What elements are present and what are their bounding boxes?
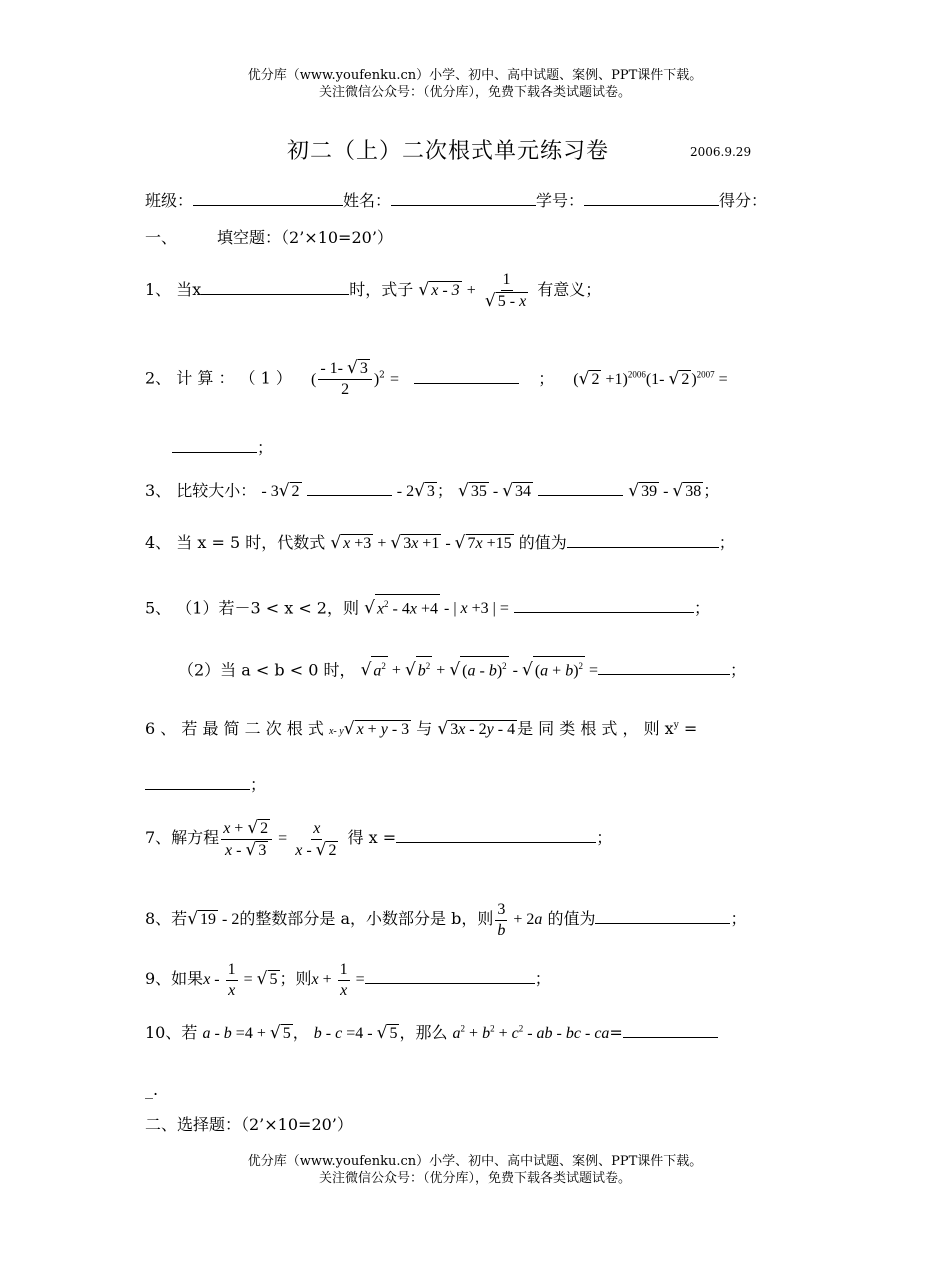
q5b-prefix: （2）当 a < b < 0 时， <box>178 660 356 680</box>
question-2-answer <box>172 435 273 458</box>
q5b-blank[interactable] <box>598 658 730 675</box>
question-10-end <box>145 1080 158 1099</box>
name-blank[interactable] <box>391 189 536 206</box>
q10-prefix: 10、若 <box>145 1023 198 1042</box>
q9-middle: ；则 <box>279 969 312 989</box>
q3-left-expr: - 3√ 2 <box>261 481 300 501</box>
q3-right-expr: - 2√ 3 <box>396 481 435 501</box>
q7-blank[interactable] <box>396 826 596 843</box>
name-label: 姓名： <box>343 191 392 210</box>
page-header <box>0 67 950 101</box>
q10-end: _. <box>145 1080 159 1099</box>
section-1-label: 填空题：（2’×10=20’） <box>217 228 393 247</box>
q4-prefix: 4、 当 x = 5 时，代数式 <box>145 533 326 552</box>
q3-right-expr-2: √ 39 - √ 38 <box>628 481 702 501</box>
question-4 <box>145 530 735 553</box>
q5a-blank[interactable] <box>514 596 694 613</box>
q8-end: ； <box>730 909 747 929</box>
question-5-part-2 <box>178 656 746 680</box>
class-blank[interactable] <box>193 189 343 206</box>
question-6 <box>145 716 697 739</box>
q2-formula-2: (√ 2 +1)$^{2006}$(1- √ 2 )$^{2007}$ = <box>573 368 728 389</box>
q1-prefix: 1、 当x <box>145 280 202 299</box>
q3-blank-1[interactable] <box>307 479 392 496</box>
q4-blank[interactable] <box>567 531 719 548</box>
q5b-end: ； <box>730 660 747 680</box>
number-label: 学号： <box>536 191 585 210</box>
q2-end: ； <box>257 438 274 457</box>
q2-blank-1[interactable] <box>414 367 519 384</box>
section-2-heading: 二、选择题：（2’×10=20’） <box>145 1115 353 1134</box>
page-footer <box>0 1153 950 1187</box>
q6-formula-2: √ 3x - 2y - 4 <box>437 719 516 739</box>
section-1-number: 一、 <box>145 228 178 247</box>
q3-left-expr-2: √ 35 - √ 34 <box>458 481 532 501</box>
q10-formula-1: a - b =4 + √ 5 <box>202 1023 291 1043</box>
section-1-heading <box>145 225 393 248</box>
q3-separator: ； <box>436 481 453 500</box>
question-5-part-1 <box>145 594 710 618</box>
student-info-row <box>145 188 767 211</box>
question-3 <box>145 478 719 501</box>
q10-formula-2: b - c =4 - √ 5 <box>313 1023 398 1043</box>
question-2 <box>145 358 728 400</box>
q5a-prefix: 5、 （1）若－3 < x < 2，则 <box>145 598 359 618</box>
page-title: 初二（上）二次根式单元练习卷 <box>287 139 610 164</box>
footer-line-2: 关注微信公众号：（优分库），免费下载各类试题试卷。 <box>318 1171 631 1186</box>
q9-formula-2: x + $\frac{1}{x}$ = <box>311 961 365 999</box>
header-line-2: 关注微信公众号：（优分库），免费下载各类试题试卷。 <box>318 85 631 100</box>
score-label: 得分： <box>719 191 768 210</box>
q10-comma-1: ， <box>292 1023 309 1042</box>
question-10 <box>145 1020 718 1043</box>
q9-prefix: 9、如果 <box>145 969 204 989</box>
q3-blank-2[interactable] <box>538 479 623 496</box>
q8-middle: 的整数部分是 a，小数部分是 b，则 <box>239 909 494 929</box>
q3-end: ； <box>703 481 720 500</box>
number-blank[interactable] <box>584 189 719 206</box>
q5a-end: ； <box>694 598 711 618</box>
q8-formula-1: √ 19 - 2 <box>187 909 240 930</box>
q6-end: ； <box>250 775 267 794</box>
q1-suffix: 有意义； <box>537 280 602 299</box>
class-label: 班级： <box>145 191 194 210</box>
q10-formula-3: $a^2 + b^2 + c^2$ - ab - bc - ca <box>452 1023 610 1042</box>
q4-suffix: 的值为 <box>518 533 567 552</box>
q6-equals: = <box>683 719 698 738</box>
q1-blank[interactable] <box>201 278 349 295</box>
q8-prefix: 8、若 <box>145 909 188 929</box>
question-8 <box>145 900 746 941</box>
q2-prefix: 2、 计 算 ： （ 1 ） <box>145 368 292 388</box>
q6-blank[interactable] <box>145 773 250 790</box>
q7-prefix: 7、解方程 <box>145 828 220 848</box>
q10-equals: = <box>609 1023 623 1042</box>
question-7 <box>145 818 612 861</box>
header-line-1: 优分库（www.youfenku.cn）小学、初中、高中试题、案例、PPT课件下载。 <box>247 68 703 83</box>
q8-blank[interactable] <box>595 907 730 924</box>
q7-formula: $\frac{x + √ 2}{x - √ 3}$ = $\frac{x}{x - √ 2}$ <box>223 818 337 860</box>
exam-date: 2006.9.29 <box>690 145 752 159</box>
q7-end: ； <box>596 828 613 848</box>
q10-blank[interactable] <box>623 1021 718 1038</box>
q1-middle: 时，式子 <box>349 280 414 299</box>
q9-formula-1: x - $\frac{1}{x}$ = √ 5 <box>203 961 278 999</box>
q7-suffix: 得 x = <box>347 828 397 848</box>
q8-suffix: 的值为 <box>547 909 596 929</box>
q9-blank[interactable] <box>365 967 535 984</box>
q5b-formula: √ $a^2$ + √ $b^2$ + √ (a - b)$^2$ - √ $(a + b)^2$ = <box>361 662 598 679</box>
q10-comma-2: ，那么 <box>399 1023 448 1042</box>
question-9 <box>145 960 551 1001</box>
q5a-formula: √ $x^2 - 4x +4$ - | x +3 | = <box>364 600 509 617</box>
q2-separator: ； <box>538 368 555 388</box>
question-1 <box>145 270 601 311</box>
q8-formula-2: $\frac{3}{b}$ + 2a <box>497 901 543 939</box>
q6-middle: 与 <box>416 719 433 738</box>
q6-formula-1: x- y√ x + y - 3 <box>328 719 410 739</box>
q1-formula: √ x - 3 + $\frac{1}{√ 5 - x}$ <box>418 271 527 311</box>
question-6-answer <box>145 772 266 795</box>
q4-formula: √ x +3 + √ 3x +1 - √ 7x +15 <box>330 533 512 553</box>
q3-prefix: 3、 比较大小： <box>145 481 257 500</box>
q6-superscript: y <box>673 720 679 731</box>
q2-blank-2[interactable] <box>172 436 257 453</box>
q4-end: ； <box>718 533 735 552</box>
q6-prefix: 6 、 若 最 简 二 次 根 式 <box>145 719 324 738</box>
footer-line-1: 优分库（www.youfenku.cn）小学、初中、高中试题、案例、PPT课件下载。 <box>247 1154 703 1169</box>
q6-suffix: 是 同 类 根 式 ， 则 x <box>517 719 674 738</box>
q2-formula-1: ( $\frac{- 1- √ 3}{2}$ )$^2$ = <box>310 358 399 398</box>
q9-end: ； <box>534 969 551 989</box>
